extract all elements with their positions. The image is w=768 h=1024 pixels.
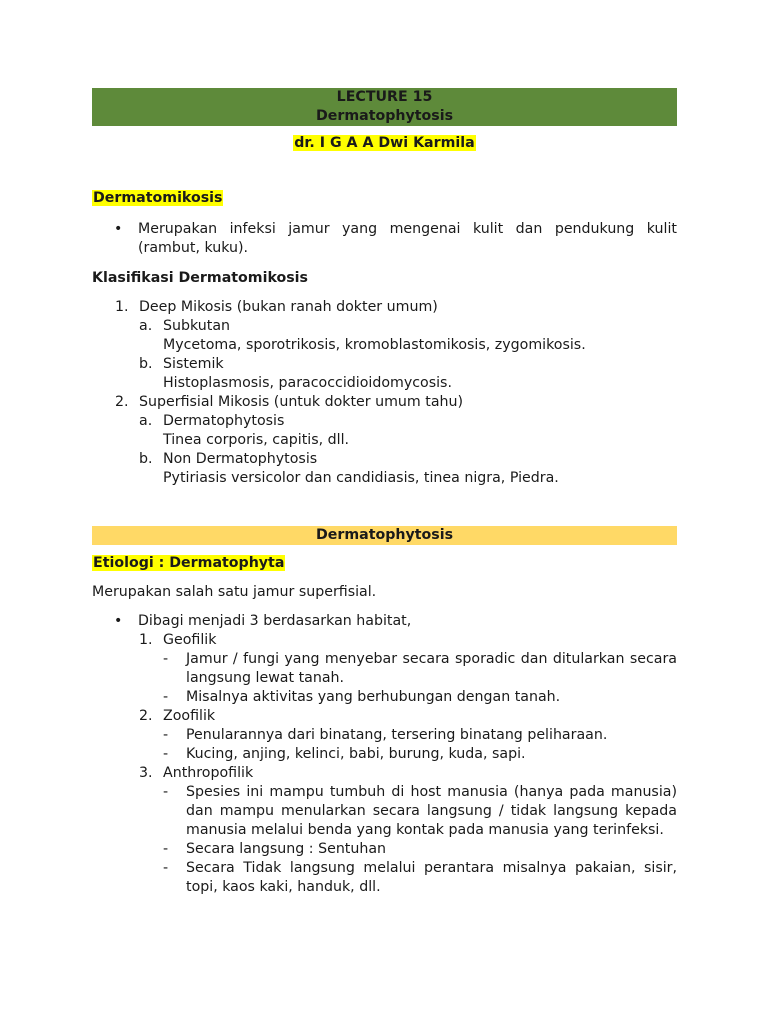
intro-paragraph: Merupakan salah satu jamur superfisial. [92, 584, 377, 600]
sub-letter: a. [139, 413, 153, 429]
dash-icon: - [163, 841, 169, 857]
lecture-topic: Dermatophytosis [315, 108, 454, 124]
dash-icon: - [163, 727, 169, 743]
dash-icon: - [163, 746, 169, 762]
group-point-text: Misalnya aktivitas yang berhubungan dengan tanah. [186, 689, 561, 705]
group-point [92, 840, 677, 859]
dermatomikosis-definition: Merupakan infeksi jamur yang mengenai kulit dan pendukung kulit (rambut, kuku). [138, 221, 677, 256]
group-point-text: Secara langsung : Sentuhan [186, 841, 387, 857]
etiologi-heading [92, 553, 677, 573]
sub-detail: Histoplasmosis, paracoccidioidomycosis. [163, 375, 452, 391]
lecture-banner [92, 88, 677, 126]
group-point-text: Secara Tidak langsung melalui perantara misalnya pakaian, sisir, topi, kaos kaki, handuk, dll. [186, 860, 677, 895]
dash-icon: - [163, 651, 169, 667]
bullet-icon: • [114, 221, 123, 237]
dash-icon: - [163, 784, 169, 800]
dermatomikosis-title: Dermatomikosis [93, 190, 223, 206]
sub-item [92, 317, 677, 336]
etiologi-title: Etiologi : Dermatophyta [93, 555, 285, 571]
sub-label: Subkutan [163, 318, 231, 334]
list-item-label: Superfisial Mikosis (untuk dokter umum tahu) [139, 394, 464, 410]
sub-letter: b. [139, 451, 153, 467]
sub-label: Sistemik [163, 356, 224, 372]
group-point [92, 650, 677, 688]
group-number: 2. [139, 708, 153, 724]
habitat-bullet [92, 612, 677, 631]
habitat-bullet-text: Dibagi menjadi 3 berdasarkan habitat, [138, 613, 412, 629]
sub-detail: Tinea corporis, capitis, dll. [163, 432, 350, 448]
klasifikasi-title: Klasifikasi Dermatomikosis [92, 270, 308, 286]
habitat-list [92, 612, 677, 897]
group-point [92, 726, 677, 745]
document-page [92, 88, 677, 897]
group-number: 3. [139, 765, 153, 781]
dermatomikosis-bullet [92, 220, 677, 258]
sub-letter: b. [139, 356, 153, 372]
dash-icon: - [163, 860, 169, 876]
sub-label: Non Dermatophytosis [163, 451, 318, 467]
group-label: Geofilik [163, 632, 217, 648]
sub-item [92, 355, 677, 374]
group-point-text: Penularannya dari binatang, tersering binatang peliharaan. [186, 727, 608, 743]
author-name: dr. I G A A Dwi Karmila [294, 135, 475, 151]
dermatophytosis-banner: Dermatophytosis [92, 526, 677, 545]
list-number: 1. [115, 299, 129, 315]
habitat-group [92, 631, 677, 650]
group-point [92, 783, 677, 840]
sub-label: Dermatophytosis [163, 413, 285, 429]
list-number: 2. [115, 394, 129, 410]
habitat-group [92, 764, 677, 783]
list-item-label: Deep Mikosis (bukan ranah dokter umum) [139, 299, 438, 315]
sub-detail: Pytiriasis versicolor dan candidiasis, tinea nigra, Piedra. [163, 470, 559, 486]
group-point-text: Jamur / fungi yang menyebar secara sporadic dan ditularkan secara langsung lewat tanah. [186, 651, 677, 686]
list-item [92, 298, 677, 317]
group-point-text: Spesies ini mampu tumbuh di host manusia (hanya pada manusia) dan mampu menularkan secara langsung / tidak langsung kepada manusia melalui benda yang kontak pada manusia yang terinfeksi. [186, 784, 677, 838]
author-line [92, 135, 677, 155]
lecture-number: LECTURE 15 [336, 89, 433, 105]
dermatomikosis-heading [92, 190, 677, 210]
group-point-text: Kucing, anjing, kelinci, babi, burung, kuda, sapi. [186, 746, 526, 762]
group-point [92, 688, 677, 707]
bullet-icon: • [114, 613, 123, 629]
sub-detail: Mycetoma, sporotrikosis, kromoblastomikosis, zygomikosis. [163, 337, 586, 353]
group-point [92, 745, 677, 764]
habitat-group [92, 707, 677, 726]
klasifikasi-list [92, 298, 677, 488]
sub-item [92, 450, 677, 469]
sub-item [92, 412, 677, 431]
group-label: Zoofilik [163, 708, 216, 724]
dash-icon: - [163, 689, 169, 705]
group-label: Anthropofilik [163, 765, 254, 781]
list-item [92, 393, 677, 412]
group-point [92, 859, 677, 897]
sub-letter: a. [139, 318, 153, 334]
group-number: 1. [139, 632, 153, 648]
